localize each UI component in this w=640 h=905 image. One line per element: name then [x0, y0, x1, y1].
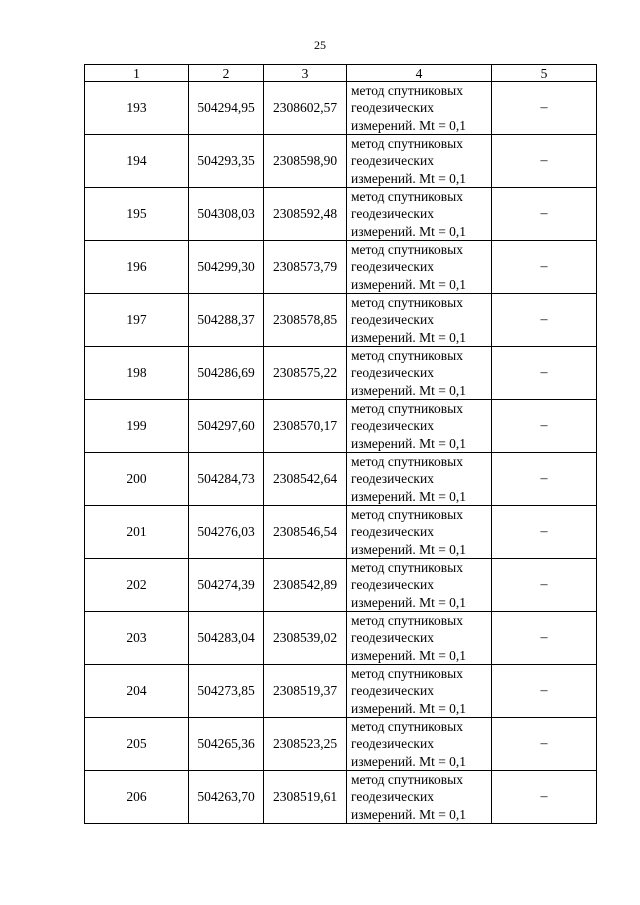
coordinate-x: 504288,37 [189, 294, 264, 347]
method-line: измерений. Mt = 0,1 [351, 170, 467, 186]
table-row [85, 135, 597, 188]
method-line: метод спутниковых [351, 454, 463, 470]
method-description [347, 718, 492, 771]
note-value: – [492, 453, 597, 506]
method-line: геодезических [351, 683, 434, 699]
method-description [347, 82, 492, 135]
method-line: метод спутниковых [351, 401, 463, 417]
method-line: метод спутниковых [351, 295, 463, 311]
method-description [347, 665, 492, 718]
table-row [85, 771, 597, 824]
note-value: – [492, 506, 597, 559]
method-description [347, 612, 492, 665]
table-row [85, 453, 597, 506]
coordinate-y: 2308575,22 [264, 347, 347, 400]
method-line: измерений. Mt = 0,1 [351, 117, 467, 133]
method-line: метод спутниковых [351, 772, 463, 788]
coordinate-x: 504283,04 [189, 612, 264, 665]
point-number: 199 [85, 400, 189, 453]
method-line: геодезических [351, 736, 434, 752]
coordinate-x: 504284,73 [189, 453, 264, 506]
point-number: 205 [85, 718, 189, 771]
note-value: – [492, 188, 597, 241]
table-row [85, 188, 597, 241]
method-line: измерений. Mt = 0,1 [351, 594, 467, 610]
header-row [85, 65, 597, 82]
table-row [85, 612, 597, 665]
method-line: метод спутниковых [351, 242, 463, 258]
header-col-5: 5 [492, 65, 597, 82]
page-number: 25 [314, 38, 326, 52]
point-number: 195 [85, 188, 189, 241]
table-row [85, 241, 597, 294]
method-line: геодезических [351, 259, 434, 275]
method-description [347, 400, 492, 453]
table-row [85, 347, 597, 400]
method-line: метод спутниковых [351, 507, 463, 523]
point-number: 201 [85, 506, 189, 559]
method-line: измерений. Mt = 0,1 [351, 223, 467, 239]
method-line: измерений. Mt = 0,1 [351, 541, 467, 557]
point-number: 206 [85, 771, 189, 824]
method-description [347, 241, 492, 294]
table-row [85, 400, 597, 453]
method-line: измерений. Mt = 0,1 [351, 647, 467, 663]
method-line: измерений. Mt = 0,1 [351, 276, 467, 292]
method-line: измерений. Mt = 0,1 [351, 806, 467, 822]
method-line: геодезических [351, 206, 434, 222]
coordinates-table [84, 64, 597, 824]
coordinate-x: 504293,35 [189, 135, 264, 188]
method-description [347, 294, 492, 347]
coordinate-y: 2308519,61 [264, 771, 347, 824]
method-description [347, 559, 492, 612]
method-line: измерений. Mt = 0,1 [351, 700, 467, 716]
point-number: 198 [85, 347, 189, 400]
coordinate-y: 2308570,17 [264, 400, 347, 453]
note-value: – [492, 294, 597, 347]
method-line: геодезических [351, 471, 434, 487]
method-line: метод спутниковых [351, 560, 463, 576]
coordinate-x: 504273,85 [189, 665, 264, 718]
method-line: геодезических [351, 524, 434, 540]
coordinate-y: 2308573,79 [264, 241, 347, 294]
method-line: геодезических [351, 577, 434, 593]
method-description [347, 135, 492, 188]
table-row [85, 294, 597, 347]
method-description [347, 347, 492, 400]
method-line: метод спутниковых [351, 83, 463, 99]
coordinate-y: 2308523,25 [264, 718, 347, 771]
coordinate-y: 2308542,64 [264, 453, 347, 506]
coordinate-y: 2308519,37 [264, 665, 347, 718]
method-line: измерений. Mt = 0,1 [351, 753, 467, 769]
method-line: метод спутниковых [351, 136, 463, 152]
method-line: измерений. Mt = 0,1 [351, 329, 467, 345]
note-value: – [492, 82, 597, 135]
method-line: измерений. Mt = 0,1 [351, 435, 467, 451]
method-description [347, 188, 492, 241]
note-value: – [492, 665, 597, 718]
header-col-4: 4 [347, 65, 492, 82]
header-col-3: 3 [264, 65, 347, 82]
method-line: метод спутниковых [351, 666, 463, 682]
method-line: геодезических [351, 312, 434, 328]
note-value: – [492, 241, 597, 294]
note-value: – [492, 771, 597, 824]
coordinate-y: 2308592,48 [264, 188, 347, 241]
coordinate-y: 2308598,90 [264, 135, 347, 188]
method-line: метод спутниковых [351, 348, 463, 364]
note-value: – [492, 347, 597, 400]
point-number: 202 [85, 559, 189, 612]
table-body [85, 82, 597, 824]
header-col-2: 2 [189, 65, 264, 82]
coordinate-y: 2308542,89 [264, 559, 347, 612]
table-row [85, 82, 597, 135]
point-number: 194 [85, 135, 189, 188]
coordinate-x: 504294,95 [189, 82, 264, 135]
method-line: измерений. Mt = 0,1 [351, 488, 467, 504]
point-number: 200 [85, 453, 189, 506]
coordinate-y: 2308602,57 [264, 82, 347, 135]
method-line: геодезических [351, 365, 434, 381]
coordinate-x: 504276,03 [189, 506, 264, 559]
method-line: метод спутниковых [351, 613, 463, 629]
method-line: измерений. Mt = 0,1 [351, 382, 467, 398]
coordinate-x: 504308,03 [189, 188, 264, 241]
coordinate-y: 2308546,54 [264, 506, 347, 559]
coordinate-x: 504265,36 [189, 718, 264, 771]
method-line: геодезических [351, 789, 434, 805]
coordinate-y: 2308539,02 [264, 612, 347, 665]
coordinate-x: 504297,60 [189, 400, 264, 453]
table-header [85, 65, 597, 82]
note-value: – [492, 612, 597, 665]
point-number: 196 [85, 241, 189, 294]
method-description [347, 771, 492, 824]
point-number: 204 [85, 665, 189, 718]
method-line: геодезических [351, 100, 434, 116]
header-col-1: 1 [85, 65, 189, 82]
coordinate-x: 504263,70 [189, 771, 264, 824]
coordinate-x: 504286,69 [189, 347, 264, 400]
method-description [347, 506, 492, 559]
table-row [85, 665, 597, 718]
point-number: 193 [85, 82, 189, 135]
coordinate-x: 504299,30 [189, 241, 264, 294]
method-line: геодезических [351, 630, 434, 646]
note-value: – [492, 135, 597, 188]
method-line: геодезических [351, 418, 434, 434]
method-line: метод спутниковых [351, 189, 463, 205]
method-line: метод спутниковых [351, 719, 463, 735]
method-line: геодезических [351, 153, 434, 169]
table-row [85, 718, 597, 771]
table-row [85, 559, 597, 612]
note-value: – [492, 400, 597, 453]
method-description [347, 453, 492, 506]
coordinate-y: 2308578,85 [264, 294, 347, 347]
note-value: – [492, 559, 597, 612]
point-number: 203 [85, 612, 189, 665]
table-row [85, 506, 597, 559]
coordinate-x: 504274,39 [189, 559, 264, 612]
point-number: 197 [85, 294, 189, 347]
note-value: – [492, 718, 597, 771]
